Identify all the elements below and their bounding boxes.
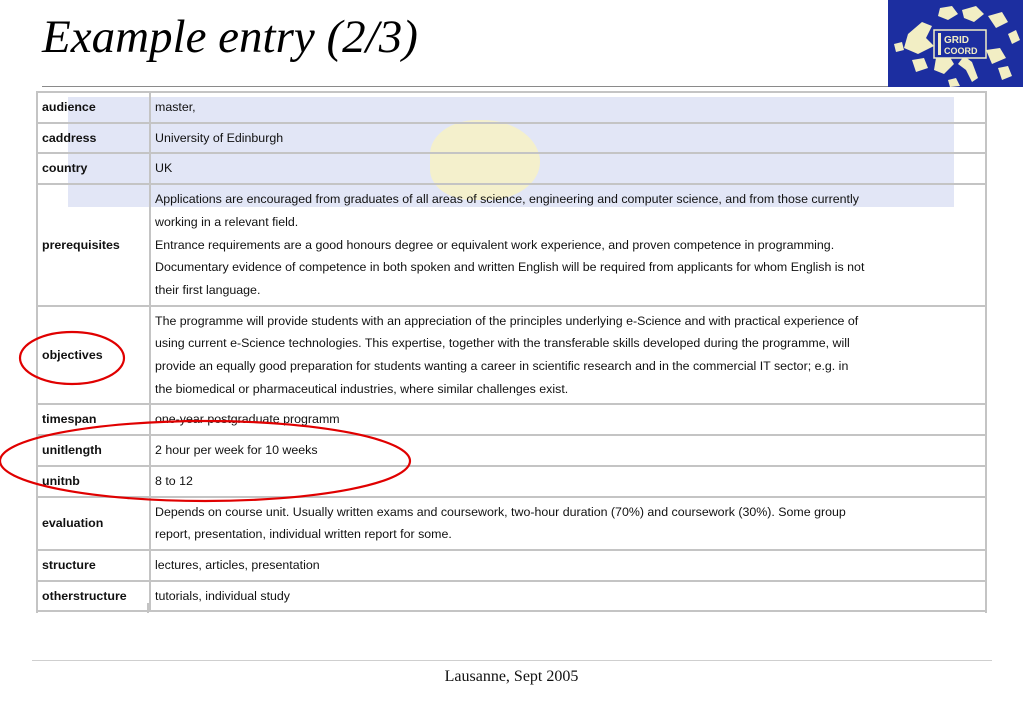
field-key: prerequisites [37,184,150,306]
field-value [150,123,986,154]
field-value-line: The programme will provide students with an appreciation of the principles underlying e-Science and with practical experience of [155,313,859,328]
field-key: country [37,153,150,184]
table-row [37,153,986,184]
table-edge-right [985,603,987,613]
field-key: audience [37,92,150,123]
field-value-line: provide an equally good preparation for students wanting a career in scientific research and in the commercial IT sector; e.g. in [155,359,849,374]
europe-map-logo-icon [888,0,1023,87]
title-divider [42,86,988,87]
table-row [37,497,986,550]
table-row [37,184,986,306]
table-row [37,435,986,466]
field-value-line: Entrance requirements are a good honours degree or equivalent work experience, and proven competence in programming. [155,237,835,252]
field-value-line: the biomedical or pharmaceutical industries, where similar challenges exist. [155,381,569,396]
slide-footer: Lausanne, Sept 2005 [444,668,579,685]
field-value-line: Applications are encouraged from graduates of all areas of science, engineering and computer science, and from those currently [155,192,859,207]
field-key: structure [37,550,150,581]
field-key: evaluation [37,497,150,550]
field-value [150,153,986,184]
field-value [150,497,986,550]
table-row [37,550,986,581]
entry-table-body [37,92,986,611]
field-value [150,184,986,306]
table-row [37,123,986,154]
logo-label-coord: COORD [944,46,978,56]
table-edge-middle [147,603,149,613]
table-row [37,92,986,123]
field-key: otherstructure [37,581,150,612]
field-value-line: University of Edinburgh [155,130,284,145]
field-value [150,404,986,435]
field-value [150,581,986,612]
field-key: objectives [37,306,150,405]
field-key: timespan [37,404,150,435]
field-value [150,550,986,581]
table-row [37,581,986,612]
field-value-line: 2 hour per week for 10 weeks [155,443,318,458]
entry-table [36,91,987,612]
table-row [37,404,986,435]
footer-divider [32,660,992,661]
field-value-line: master, [155,100,196,114]
field-value-line: lectures, articles, presentation [155,557,320,572]
field-value-line: tutorials, individual study [155,588,290,603]
field-key: caddress [37,123,150,154]
field-value [150,306,986,405]
entry-table-container [36,91,988,612]
field-value-line: 8 to 12 [155,473,193,488]
table-edge-left [36,603,38,613]
field-value [150,92,986,123]
slide-title: Example entry (2/3) [42,11,418,63]
field-key: unitlength [37,435,150,466]
field-value-line: Depends on course unit. Usually written exams and coursework, two-hour duration (70%) and coursework (30%). Some group [155,504,846,519]
field-key: unitnb [37,466,150,497]
gridcoord-logo [888,0,1023,87]
field-value-line: working in a relevant field. [155,214,299,229]
field-value-line: their first language. [155,282,261,297]
field-value [150,466,986,497]
table-row [37,306,986,405]
field-value-line: UK [155,161,173,176]
logo-label-grid: GRID [944,35,969,46]
table-row [37,466,986,497]
field-value-line: using current e-Science technologies. This expertise, together with the transferable skills developed during the programme, will [155,336,850,351]
field-value-line: one-year postgraduate programm [155,412,340,427]
field-value-line: Documentary evidence of competence in both spoken and written English will be required from applicants for whom English is not [155,260,865,275]
field-value [150,435,986,466]
field-value-line: report, presentation, individual written report for some. [155,527,452,542]
